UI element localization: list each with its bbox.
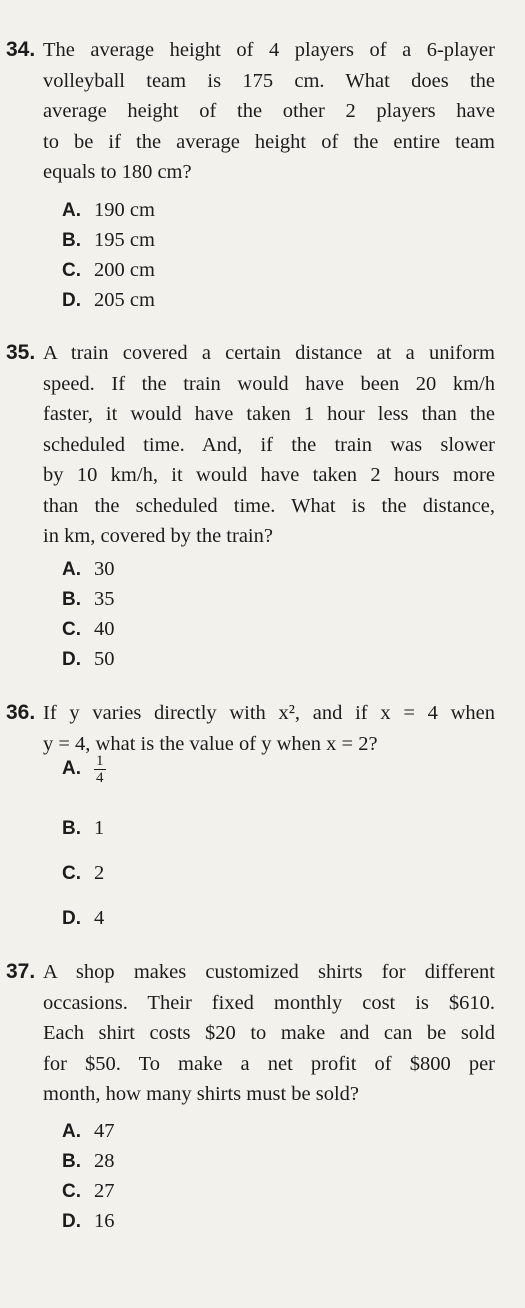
question-line: y = 4, what is the value of y when x = 2? [43,732,378,755]
question-line: for $50. To make a net profit of $800 per [43,1052,495,1075]
option-text: 190 cm [94,199,155,221]
question-line: month, how many shirts must be sold? [43,1083,360,1105]
option-letter: A. [62,1121,81,1142]
option-text: 50 [94,648,115,670]
question-number: 35. [6,341,36,364]
option-letter: D. [62,908,81,929]
question-line: average height of the other 2 players have [43,100,495,122]
option-d[interactable] [62,644,115,675]
option-b[interactable] [62,1146,115,1177]
option-a[interactable] [62,195,155,226]
option-letter: D. [62,290,81,311]
question-line: speed. If the train would have been 20 km/h [43,372,495,395]
option-letter: B. [62,818,81,839]
option-text: 205 cm [94,289,155,311]
option-a[interactable] [62,554,115,585]
option-text: 200 cm [94,259,155,281]
question-line: equals to 180 cm? [43,161,192,183]
option-text: 4 [94,907,105,929]
question-line: faster, it would have taken 1 hour less than the [43,403,495,425]
option-c[interactable] [62,858,104,889]
question-line: A shop makes customized shirts for different [43,961,495,983]
option-text: 195 cm [94,229,155,251]
fraction [94,753,106,786]
option-c[interactable] [62,255,155,286]
option-b[interactable] [62,584,115,615]
option-letter: C. [62,260,81,281]
option-letter: C. [62,863,81,884]
option-letter: B. [62,230,81,251]
option-letter: A. [62,559,81,580]
option-text: 40 [94,618,115,640]
option-text: 27 [94,1180,115,1202]
option-a[interactable] [62,748,106,789]
option-text: 30 [94,558,115,580]
question-line: volleyball team is 175 cm. What does the [43,69,495,92]
question-line: in km, covered by the train? [43,525,273,547]
option-text: 1 [94,817,105,839]
question-line: The average height of 4 players of a 6-player [43,39,495,61]
question-line: scheduled time. And, if the train was slower [43,433,495,456]
option-letter: B. [62,589,81,610]
fraction-denominator: 4 [96,769,104,786]
option-b[interactable] [62,225,155,256]
question-number: 37. [6,960,36,983]
option-letter: B. [62,1151,81,1172]
option-letter: A. [62,758,81,779]
option-letter: C. [62,619,81,640]
question-line: than the scheduled time. What is the distance, [43,494,495,517]
option-letter: A. [62,200,81,221]
option-text: 16 [94,1210,115,1232]
question-text [43,338,495,552]
option-letter: D. [62,1211,81,1232]
option-text: 2 [94,862,105,884]
fraction-numerator: 1 [96,752,104,769]
question-number: 34. [6,38,36,61]
option-letter: C. [62,1181,81,1202]
option-letter: D. [62,649,81,670]
option-text: 35 [94,588,115,610]
option-text: 28 [94,1150,115,1172]
option-c[interactable] [62,1176,115,1207]
question-line: occasions. Their fixed monthly cost is $610. [43,991,495,1014]
question-line: If y varies directly with x², and if x = 4 when [43,702,495,724]
question-text [43,698,495,759]
question-line: Each shirt costs $20 to make and can be sold [43,1022,495,1044]
question-text [43,957,495,1110]
option-d[interactable] [62,1206,115,1237]
option-d[interactable] [62,285,155,316]
question-line: to be if the average height of the entire team [43,130,495,153]
option-c[interactable] [62,614,115,645]
option-a[interactable] [62,1116,115,1147]
question-number: 36. [6,701,36,724]
option-d[interactable] [62,903,104,934]
question-line: by 10 km/h, it would have taken 2 hours more [43,464,495,486]
option-text: 47 [94,1120,115,1142]
question-line: A train covered a certain distance at a uniform [43,342,495,364]
option-b[interactable] [62,813,104,844]
question-text [43,35,495,188]
